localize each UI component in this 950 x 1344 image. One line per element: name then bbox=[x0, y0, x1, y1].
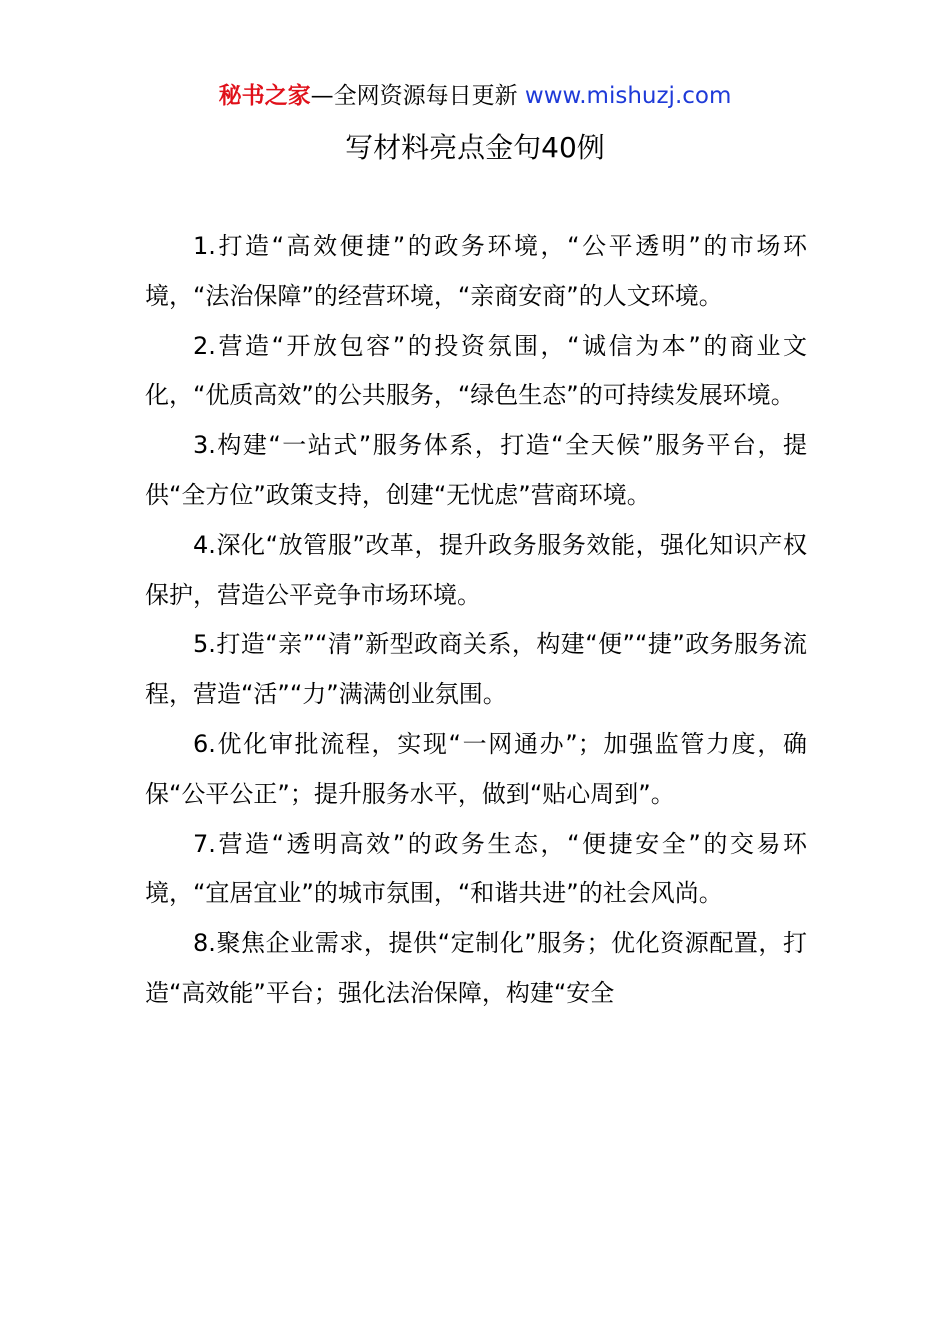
paragraph-2: 2.营造“开放包容”的投资氛围，“诚信为本”的商业文化，“优质高效”的公共服务，“绿色生态”的可持续发展环境。 bbox=[145, 331, 807, 410]
paragraph-3: 3.构建“一站式”服务体系，打造“全天候”服务平台，提供“全方位”政策支持，创建“无忧虑”营商环境。 bbox=[145, 431, 807, 509]
site-slogan: —全网资源每日更新 bbox=[310, 83, 518, 109]
paragraph-6: 6.优化审批流程，实现“一网通办”；加强监管力度，确保“公平公正”；提升服务水平，做到“贴心周到”。 bbox=[145, 729, 807, 808]
site-header bbox=[0, 80, 950, 112]
paragraph-4: 4.深化“放管服”改革，提升政务服务效能，强化知识产权保护，营造公平竞争市场环境。 bbox=[145, 530, 807, 609]
document-title: 写材料亮点金句40例 bbox=[345, 131, 605, 164]
paragraph-8: 8.聚焦企业需求，提供“定制化”服务；优化资源配置，打造“高效能”平台；强化法治保障，构建“安全 bbox=[145, 929, 807, 1007]
paragraph-1: 1.打造“高效便捷”的政务环境，“公平透明”的市场环境，“法治保障”的经营环境，“亲商安商”的人文环境。 bbox=[145, 232, 807, 310]
document-body bbox=[145, 222, 807, 1019]
site-name: 秘书之家 bbox=[218, 83, 311, 109]
paragraph-5: 5.打造“亲”“清”新型政商关系，构建“便”“捷”政务服务流程，营造“活”“力”满满创业氛围。 bbox=[145, 630, 807, 709]
paragraph-7: 7.营造“透明高效”的政务生态，“便捷安全”的交易环境，“宜居宜业”的城市氛围，“和谐共进”的社会风尚。 bbox=[145, 829, 807, 908]
site-url-link[interactable]: www.mishuzj.com bbox=[524, 83, 732, 109]
